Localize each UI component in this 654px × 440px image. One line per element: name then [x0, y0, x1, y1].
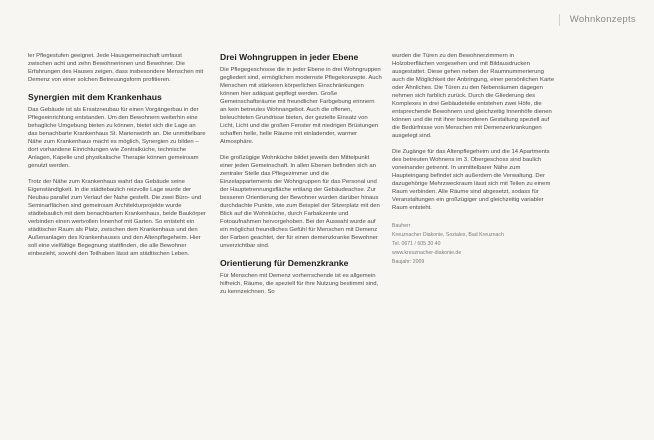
paragraph: Für Menschen mit Demenz vorherrschende ist es allgemein hilfreich, Räume, die speziell für ihre Nutzung bestimmt sind, zu kennzeichnen. So	[220, 273, 379, 295]
paragraph: ler Pflegestufen geeignet. Jede Hausgemeinschaft umfasst zwischen acht und zehn Bewohnerinnen und Bewohner. Die Erfahrungen des Hauses zeigen, dass insbesondere Menschen mit Demenz von einer solchen Betreuungsform profitieren.	[28, 53, 204, 83]
credit-line: Kreuznacher Diakonie, Soziales, Bad Kreuznach	[392, 232, 504, 238]
credit-line: www.kreuznacher-diakonie.de	[392, 250, 462, 256]
column-left	[28, 52, 206, 266]
section-heading: Orientierung für Demenzkranke	[220, 258, 349, 268]
column-right	[392, 52, 558, 267]
paragraph: Die großzügige Wohnküche bildet jeweils den Mittelpunkt einer jeden Gemeinschaft. In allen Ebenen befinden sich an zentraler Stelle das Pflegezimmer und die Einzelappartements der Wohngruppen für das Personal und der Hauptetrennungsfläche entlang der Gebäudeachse. Zur besseren Orientierung der Bewohner wurden darüber hinaus durchdachte Punkte, wie zum Beispiel der Sitzerplatz mit den Blick auf die Wohnküche, durch Farbakzente und Fotoaufnahmen hervorgehoben. Bei der Auswahl wurde auf ein möglichst freundliches Gefühl für Menschen mit Demenz der Farben geachtet, der für einen demenzkranke Bewohner unverzichtbar sind.	[220, 155, 380, 249]
paragraph: Das Gebäude ist als Ersatzneubau für einen Vorgängerbau in der Pflegeeinrichtung entstanden. Um den Bewohnern weiterhin eine behagliche Umgebung bieten zu können, bietet sich die Lage an das benachbarte Krankenhaus St. Marienwörth an. Die unmittelbare Nähe zum Krankenhaus macht es möglich, Synergien zu bilden – dort vorhandene Einrichtungen wie Zentralküche, technische Anlagen, Kapelle und physikalische Therapie können gemeinsam genutzt werden.	[28, 107, 206, 169]
paragraph: Die Pflegegeschosse die in jeder Ebene in drei Wohngruppen gegliedert sind, ermöglichen modernste Pflegekonzepte. Auch Menschen mit stärkeren körperlichen Einschränkungen können hier adäquat gepflegt werden. Große Gemeinschaftsräume mit freundlicher Farbgebung erinnern an kein betreutes Wohnangebot. Auch die offenen, beleuchteten Grundrisse bieten, der gezielte Einsatz von Licht, Licht und die großen Fenster mit niedrigen Brüstungen schaffen helle, helle Räume mit einladender, warmer Atmosphäre.	[220, 67, 382, 145]
paragraph: Die Zugänge für das Altenpflegeheim und die 14 Apartments des betreuten Wohnens im 3. Obergeschoss sind baulich voneinander getrennt. In unmittelbarer Nähe zum Haupteingang befindet sich außerdem die Verwaltung. Der dazugehörige Mehrzweckraum lässt sich mit Teilen zu einem Raum verbinden. Alle Räume sind abgesetzt, sodass für Veranstaltungen ein großzügiger und gleichzeitig variabler Raum entsteht.	[392, 149, 551, 211]
credits-box	[392, 222, 558, 267]
credit-label: Bauherr	[392, 223, 411, 229]
paragraph: wurden die Türen zu den Bewohnerzimmern in Holzoberflächen vorgesehen und mit Bildausdrucken ausgestattet. Diese gehen neben der Raumnummerierung auch die Möglichkeit der Anbringung, einer persönlichen Karte oder Ähnliches. Die Türen zu den Nebenräumen dagegen nehmen sich farblich zurück. Durch die Gliederung des Komplexes in drei Gebäudeteile entstehen zwei Höfe, die entsprechende Bewohnern und gleichzeitig Innenhöfe dienen können und die mit ihrer besonderen Gestaltung speziell auf die Bedürfnisse von Menschen mit Demenzerkrankungen ausgelegt sind.	[392, 53, 555, 139]
section-heading: Synergien mit dem Krankenhaus	[28, 92, 162, 102]
section-tag: Wohnkonzepts	[559, 14, 636, 26]
credit-line: Baujahr: 2009	[392, 259, 425, 265]
credit-line: Tel. 0671 / 605 30 40	[392, 241, 441, 247]
paragraph: Trotz der Nähe zum Krankenhaus wahrt das Gebäude seine Eigenständigkeit. In die städtebaulich reizvolle Lage wurde der Neubau parallel zum Verlauf der Nahe gestellt. Die zwei Büro- und Seminarflächen sind gemeinsam Architekturprojekte wurde städtebaulich mit dem benachbarten Krankenhaus, beide Baukörper verbinden einen wertvollen Innenhof mit Garten. So entsteht ein städtischer Raum als Platz, zwischen dem Krankenhaus und den Außenanlagen des Krankenhauses und den Altenpflegeheim. Hier soll eine vielfältige Begegnung stattfinden, die alle Bewohner einbezieht, sowohl den Teilhaben lässt am städtischen Leben.	[28, 179, 206, 257]
column-middle	[220, 52, 382, 304]
section-heading: Drei Wohngruppen in jeder Ebene	[220, 52, 359, 62]
